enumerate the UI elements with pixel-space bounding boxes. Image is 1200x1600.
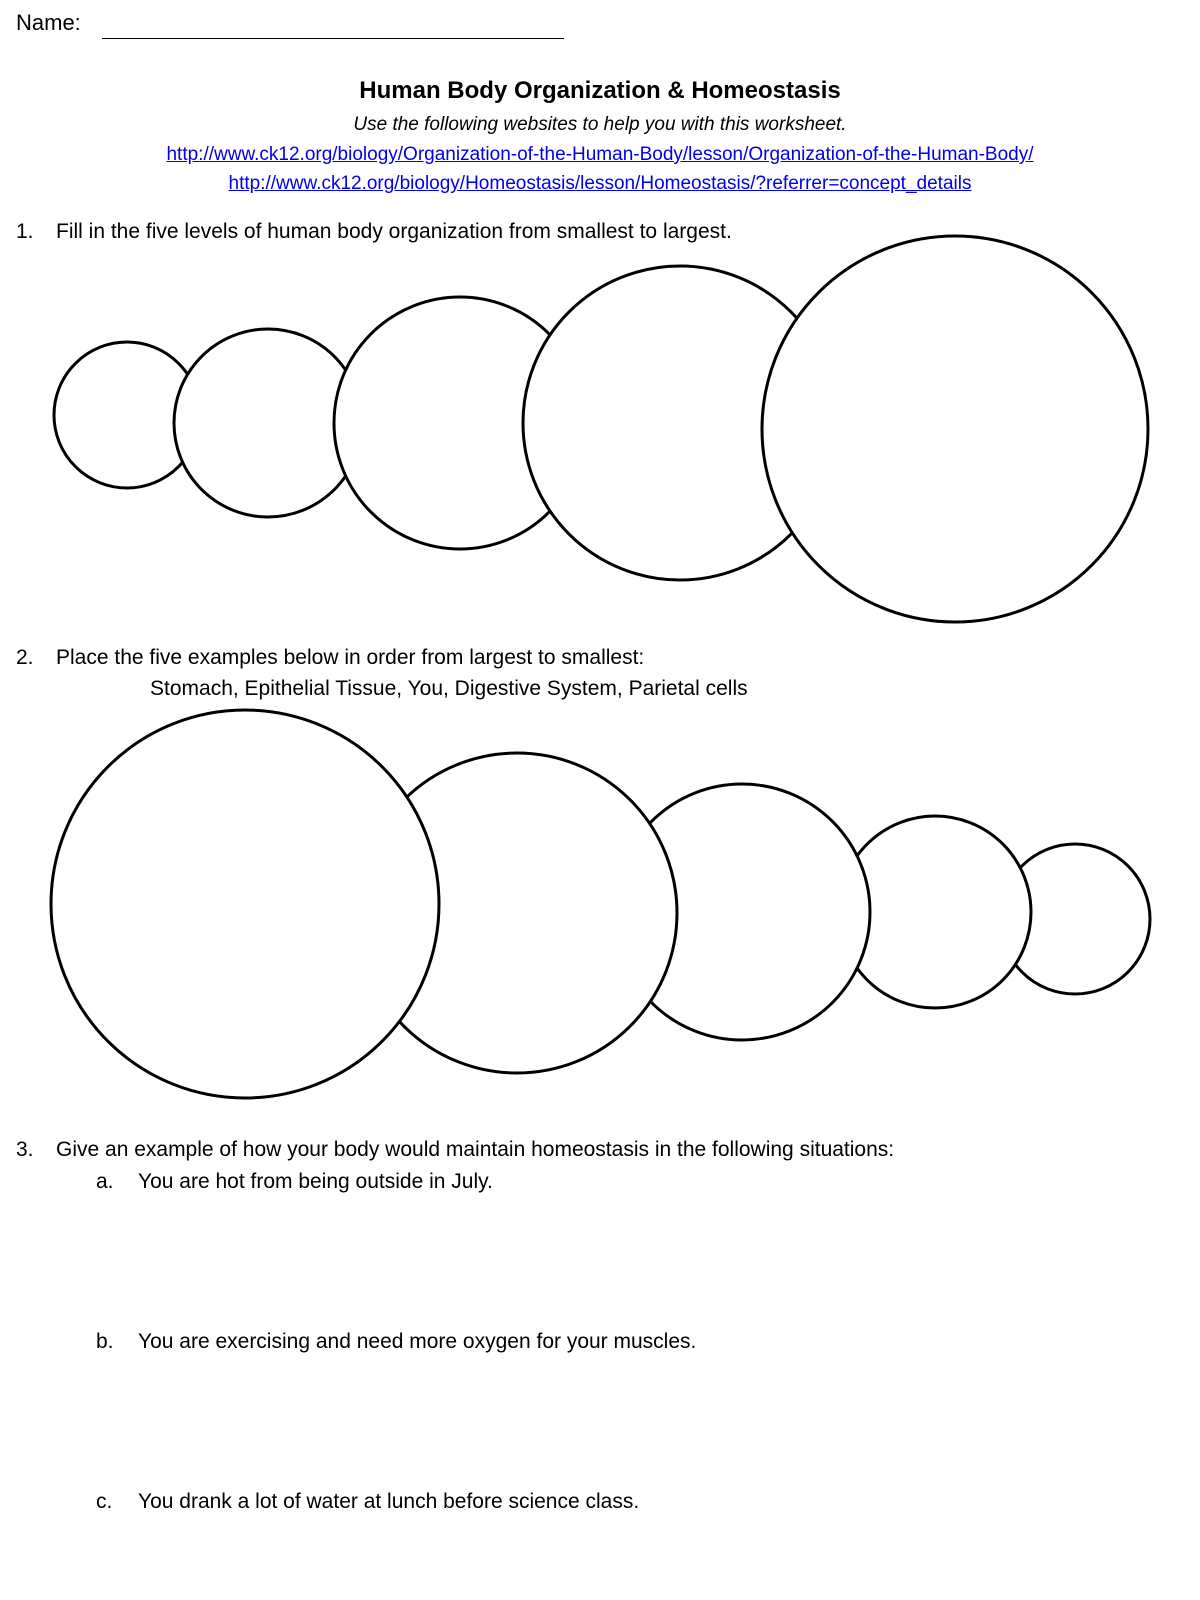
part-letter: b.	[96, 1330, 114, 1353]
question-3b	[96, 1330, 696, 1354]
question-number: 1.	[16, 220, 34, 243]
question-text: Give an example of how your body would maintain homeostasis in the following situations:	[56, 1138, 895, 1161]
question-text: Place the five examples below in order from largest to smallest:	[56, 646, 645, 669]
q2-circle-1[interactable]	[51, 710, 439, 1098]
question-1	[16, 220, 732, 244]
question-text: Fill in the five levels of human body organization from smallest to largest.	[56, 220, 732, 243]
question-3a	[96, 1170, 493, 1194]
ck12-homeostasis-link[interactable]: http://www.ck12.org/biology/Homeostasis/lesson/Homeostasis/?referrer=concept_details	[228, 173, 972, 194]
page-title: Human Body Organization & Homeostasis	[359, 77, 841, 104]
part-text: You are exercising and need more oxygen for your muscles.	[138, 1330, 697, 1353]
question-number: 3.	[16, 1138, 34, 1161]
question-3	[16, 1138, 894, 1162]
q2-circle-group	[51, 710, 1150, 1098]
question-2	[16, 646, 644, 670]
q1-circle-5[interactable]	[762, 236, 1148, 622]
part-letter: a.	[96, 1170, 114, 1193]
q1-circle-group	[54, 236, 1148, 622]
example-list: Stomach, Epithelial Tissue, You, Digestive System, Parietal cells	[150, 677, 748, 700]
ck12-organization-link[interactable]: http://www.ck12.org/biology/Organization-of-the-Human-Body/lesson/Organization-of-the-Human-Body/	[166, 144, 1034, 165]
question-3c	[96, 1490, 639, 1514]
part-letter: c.	[96, 1490, 113, 1513]
instructions: Use the following websites to help you with this worksheet.	[353, 114, 847, 135]
question-number: 2.	[16, 646, 34, 669]
part-text: You are hot from being outside in July.	[138, 1170, 493, 1193]
name-label: Name:	[16, 10, 81, 35]
name-field-line[interactable]	[102, 38, 564, 39]
part-text: You drank a lot of water at lunch before science class.	[138, 1490, 640, 1513]
